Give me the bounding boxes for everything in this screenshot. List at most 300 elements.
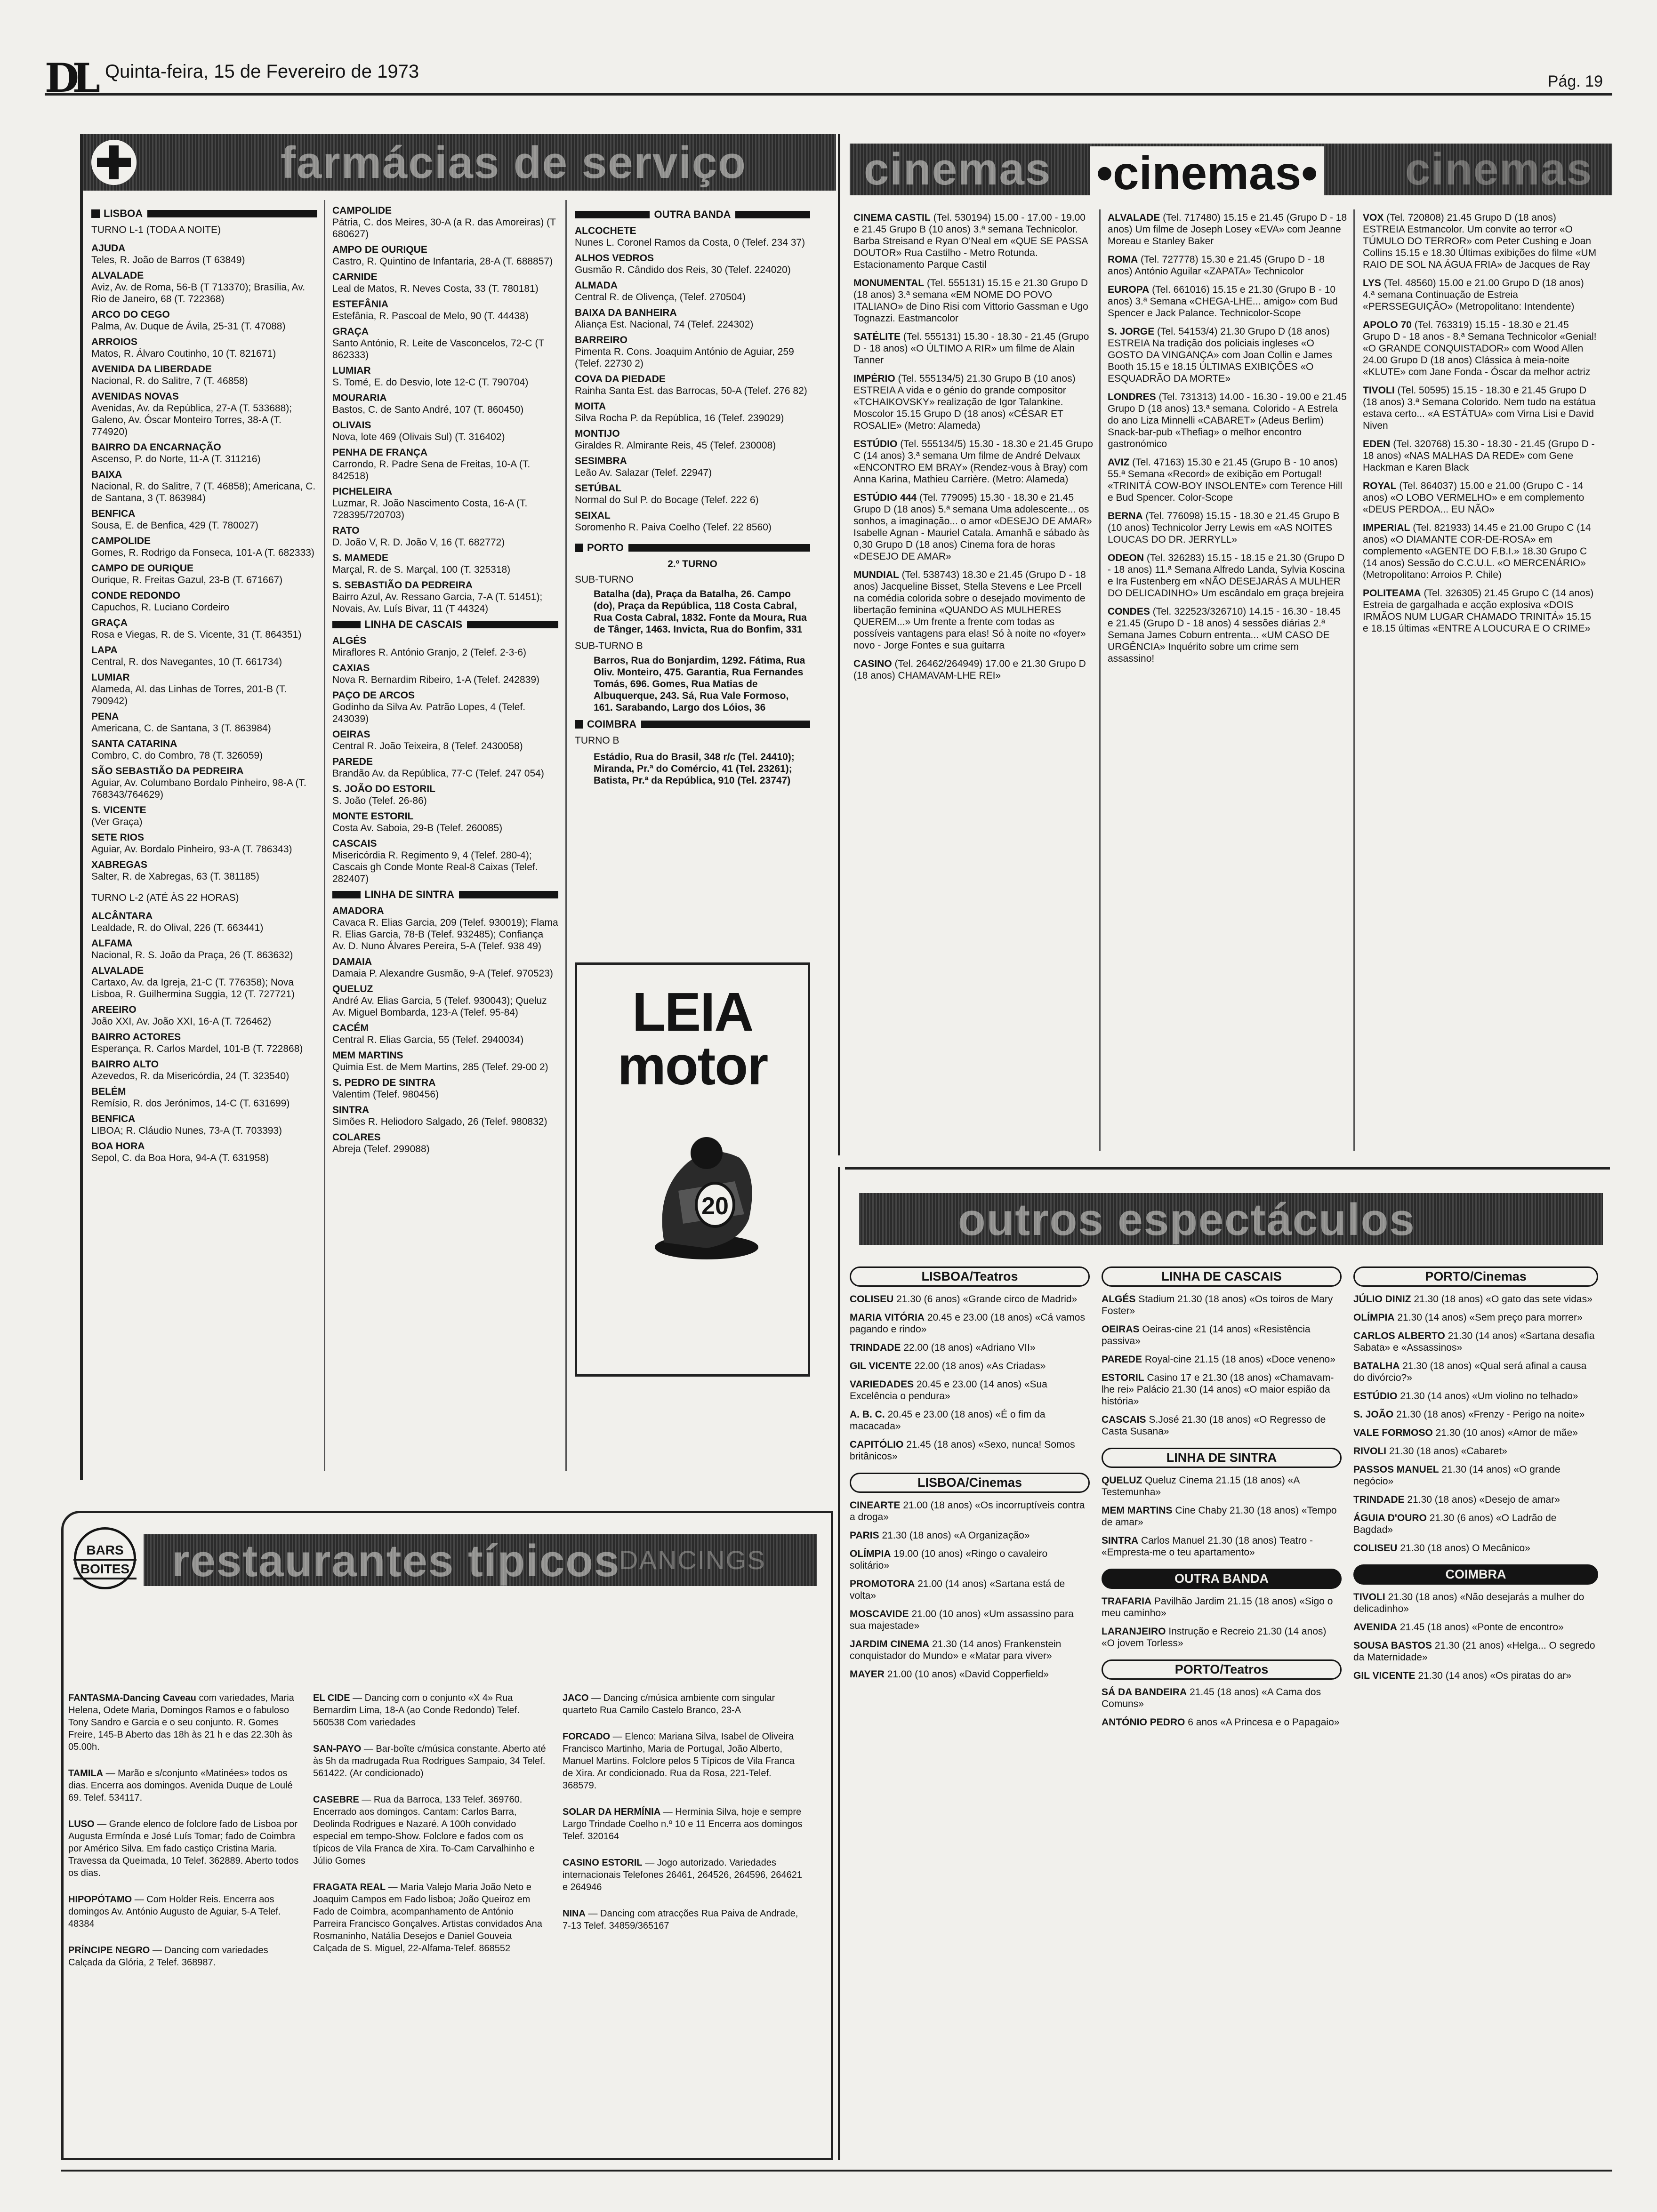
list-item-name: BAIXA DA BANHEIRA [575,307,677,318]
list-item-name: SETE RIOS [91,832,145,843]
list-item-text: (Tel. 322523/326710) 14.15 - 16.30 - 18.45 e 21.45 (Grupo D - 18 anos) 4 sessões diárias 2.ª Semana James Coburn entrenta... «UM CASO DE URGÊNCIA» Inquérito sobre um crime sem assassino! [1108,606,1341,664]
list-item-text: 21.00 (18 anos) «Os incorruptíveis contra a droga» [850,1500,1085,1523]
list-item-name: ARROIOS [91,337,138,347]
list-item [332,1022,558,1046]
list-item-name: GRAÇA [332,326,369,337]
list-item [68,1767,299,1804]
list-item-text: 21.30 (18 anos) «Não desejarás a mulher do delicadinho» [1353,1592,1585,1614]
coimbra-list [1353,1591,1598,1682]
outra-banda-bar [575,208,810,220]
list-item-name: ALMADA [575,280,618,291]
list-item-text: — Grande elenco de folclore fado de Lisboa por Augusta Ermínda e José Luís Tomar; fado de Coimbra por Américo Silva. Em fado castiço Cristina Maria. Travessa da Queimada, 10 Telef. 362889. Aberto todos os dias. [68,1819,299,1878]
list-item-name: SINTRA [1102,1535,1139,1546]
list-item-name: MEM MARTINS [332,1050,403,1061]
list-item [1353,1312,1598,1323]
list-item-name: COLARES [332,1132,381,1143]
list-item [1353,1390,1598,1402]
list-item-text: Damaia P. Alexandre Gusmão, 9-A (Telef. 970523) [332,968,553,979]
list-item-text: Oeiras-cine 21 (14 anos) «Resistência passiva» [1102,1324,1311,1346]
list-item-text: Queluz Cinema 21.15 (18 anos) «A Testemunha» [1102,1475,1300,1498]
list-item-text: Remísio, R. dos Jerónimos, 14-C (T. 631699) [91,1098,290,1109]
list-item [313,1881,548,1955]
cinemas-title: •cinemas• [1090,146,1324,195]
list-item-name: VARIEDADES [850,1379,914,1390]
list-item-name: HIPOPÓTAMO [68,1894,132,1905]
list-item [850,1548,1090,1571]
farmacias-col2a-list [332,205,558,615]
list-item [332,525,558,548]
list-item-name: CONDES [1108,606,1150,617]
list-item-text: Alameda, Al. das Linhas de Torres, 201-B (T. 790942) [91,684,287,706]
list-item-text: Cartaxo, Av. da Igreja, 21-C (T. 776358); Nova Lisboa, R. Guilhermina Suggia, 12 (T. 727721) [91,977,295,1000]
list-item-name: ROYAL [1363,481,1397,491]
bars-header-title: restaurantes típicos [172,1536,620,1586]
list-item [1353,1293,1598,1305]
farmacias-col-2 [332,205,558,1471]
list-item-text: — Bar-boîte c/música constante. Aberto até às 5h da madrugada Rua Rodrigues Sampaio, 34 Telef. 561422. (Ar condicionado) [313,1744,546,1779]
list-item [91,535,317,559]
list-item-text: (Tel. 763319) 15.15 - 18.30 e 21.45 Grupo D - 18 anos - 8.ª Semana Technicolor «Genial! «O GRANDE CONQUISTADOR» com Wood Allen 24.00 Grupo D (18 anos) Clássica à meia-noite «KLUTE» com Jane Fonda - Óscar da melhor actriz [1363,320,1597,377]
list-item-text: Marçal, R. de S. Marçal, 100 (T. 325318) [332,564,511,575]
list-item-name: GIL VICENTE [1353,1670,1416,1681]
list-item-name: CASINO [853,658,892,669]
list-item [91,562,317,586]
bar-rule [147,210,317,217]
list-item [91,1058,317,1082]
list-item-name: LUSO [68,1819,95,1829]
list-item [332,447,558,482]
list-item-name: ALHOS VEDROS [575,253,654,264]
list-item [1108,606,1348,665]
list-item [1363,277,1598,313]
list-item-name: ALCOCHETE [575,225,636,236]
bars-col-3 [563,1692,807,2153]
list-item-text: (Tel. 320768) 15.30 - 18.30 - 21.45 (Grupo D - 18 anos) «NAS MALHAS DA REDE» com Gene Hackman e Karen Black [1363,439,1595,473]
list-item-name: ÁGUIA D'OURO [1353,1513,1427,1523]
list-item [91,738,317,761]
list-item-name: A. B. C. [850,1409,885,1420]
list-item-text: (Tel. 538743) 18.30 e 21.45 (Grupo D - 18 anos) Jacqueline Bisset, Stella Stevens e Lee Prcell na comédia colorida sobre o desejado movimento de libertação feminina «QUANDO AS MULHERES QUEREM...» Um frente a frente com todas as possíveis vantagens para elas! Só à noite no «foyer» novo - Jorge Fontes e sua guitarra [853,569,1086,651]
list-item-text: Abreja (Telef. 299088) [332,1144,430,1154]
porto-label: PORTO [587,542,624,553]
list-item [575,225,810,248]
list-item-name: ALVALADE [1108,212,1160,223]
list-item-text: Sousa, E. de Benfica, 429 (T. 780027) [91,520,258,531]
list-item-text: Central R. de Olivença, (Telef. 270504) [575,292,746,303]
list-item [332,392,558,416]
list-item-name: ESTÚDIO [853,439,898,449]
cinemas-header [850,144,1612,195]
porto-bar [575,542,810,553]
lisboa-bar [91,208,317,219]
race-number: 20 [701,1193,729,1220]
list-item-name: PROMOTORA [850,1579,915,1589]
outros-col-2 [1102,1264,1342,2153]
list-item [332,244,558,267]
list-item [332,810,558,834]
list-item-text: 21.30 (14 anos) «Sartana desafia Sabata» e «Assassinos» [1353,1330,1595,1353]
list-item [1353,1445,1598,1457]
list-item-name: CARLOS ALBERTO [1353,1330,1445,1341]
list-item-text: 21.30 (14 anos) «Um violino no telhado» [1400,1391,1578,1402]
list-item-name: ALGÉS [1102,1294,1136,1305]
list-item [91,672,317,707]
list-item-name: TRAFARIA [1102,1596,1152,1607]
list-item-name: S. MAMEDE [332,553,389,563]
list-item [850,1668,1090,1680]
list-item-text: 21.30 (18 anos) «Desejo de amar» [1407,1494,1560,1505]
dancings-header-title: DANCINGS [619,1545,766,1575]
porto-subturno-b-label: SUB-TURNO B [575,641,643,651]
cinemas-col-3 [1363,212,1598,1148]
list-item-text: 21.30 (10 anos) «Amor de mãe» [1435,1427,1578,1438]
list-item [1108,254,1348,277]
list-item [1108,391,1348,450]
list-item-name: BATALHA [1353,1361,1400,1371]
lisboa-cinemas-list [850,1499,1090,1680]
list-item [91,441,317,465]
list-item [68,1692,299,1753]
list-item [1102,1475,1342,1498]
list-item [575,428,810,451]
list-item-name: BAIXA [91,469,122,480]
list-item [332,552,558,576]
list-item [91,644,317,668]
list-item [91,965,317,1000]
list-item-name: MOSCAVIDE [850,1609,909,1619]
list-item-text: com variedades, Maria Helena, Odete Maria, Domingos Ramos e o fabuloso Tony Sandro e Garcia e o seu conjunto. R. Gomes Freire, 145-B Aberto das 18h às 21 h e das 22.30h às 05.00h. [68,1693,294,1752]
list-item-text: S. João (Telef. 26-86) [332,795,427,806]
outra-banda-label: OUTRA BANDA [1102,1569,1342,1589]
list-item-name: ESTORIL [1102,1372,1144,1383]
list-item [853,569,1094,651]
bar-rule [467,621,558,628]
list-item [332,689,558,725]
farmacias-col-3 [575,205,810,882]
farmacias-col3a-list [575,225,810,533]
list-item-name: ESTEFÂNIA [332,299,389,310]
list-item [850,1360,1090,1372]
list-item-text: 20.45 e 23.00 (18 anos) «É o fim da macacada» [850,1409,1046,1432]
list-item [575,334,810,369]
list-item-name: S. PEDRO DE SINTRA [332,1077,436,1088]
list-item [1102,1323,1342,1347]
list-item-name: ESTÚDIO 444 [853,492,917,503]
list-item [1363,587,1598,634]
list-item [332,205,558,240]
list-item-text: Teles, R. João de Barros (T 63849) [91,255,245,265]
list-item-name: TRINDADE [850,1342,901,1353]
list-item-name: BAIRRO DA ENCARNAÇÃO [91,442,221,453]
bars-boites-badge [74,1527,136,1589]
list-item [575,455,810,479]
list-item [575,482,810,506]
list-item [850,1439,1090,1462]
list-item-name: CASCAIS [332,838,377,849]
list-item-name: LONDRES [1108,392,1156,402]
badge-top: BARS [86,1543,124,1557]
list-item [332,365,558,388]
list-item-text: Nacional, R. S. João da Praça, 26 (T. 863632) [91,950,293,961]
list-item-text: — Hermínia Silva, hoje e sempre Largo Trindade Coelho n.º 10 e 11 Encerra aos domingos Telef. 320164 [563,1807,803,1842]
bar-rule [735,211,810,218]
list-item-name: JÚLIO DINIZ [1353,1294,1411,1305]
list-item-text: 20.45 e 23.00 (14 anos) «Sua Excelência o pendura» [850,1379,1047,1402]
leia-motor-ad[interactable] [575,962,810,1377]
list-item-text: 21.30 (6 anos) «O Ladrão de Bagdad» [1353,1513,1557,1535]
list-item [1353,1512,1598,1536]
list-item-text: Royal-cine 21.15 (18 anos) «Doce veneno» [1144,1354,1335,1365]
list-item-text: Central R. João Teixeira, 8 (Telef. 2430058) [332,741,523,752]
list-item-name: SATÉLITE [853,331,901,342]
list-item-name: SOUSA BASTOS [1353,1640,1432,1651]
list-item [332,1104,558,1128]
list-item-name: POLITEAMA [1363,588,1421,599]
list-item [563,1731,807,1792]
list-item [853,212,1094,271]
list-item-name: S. JOÃO [1353,1409,1394,1420]
list-item [1108,457,1348,504]
list-item [332,729,558,752]
list-item-text: Palma, Av. Duque de Ávila, 25-31 (T. 47088) [91,321,286,332]
list-item-name: PICHELEIRA [332,486,393,497]
list-item-text: Leal de Matos, R. Neves Costa, 33 (T. 780181) [332,283,539,294]
list-item-text: 21.30 (14 anos) «Os piratas do ar» [1418,1670,1572,1681]
list-item [1353,1621,1598,1633]
list-item-text: 21.45 (18 anos) «A Cama dos Comuns» [1102,1687,1321,1709]
list-item-text: — Dancing com atracções Rua Paiva de Andrade, 7-13 Telef. 34859/365167 [563,1908,798,1931]
list-item-name: AVENIDA DA LIBERDADE [91,364,212,375]
list-item-name: S. JORGE [1108,326,1155,337]
list-item-text: Pimenta R. Cons. Joaquim António de Aguiar, 259 (Telef. 22730 2) [575,346,794,369]
list-item-name: SOLAR DA HERMÍNIA [563,1807,661,1817]
list-item [313,1794,548,1867]
list-item-text: Santo António, R. Leite de Vasconcelos, 72-C (T 862333) [332,338,544,361]
list-item [1108,510,1348,545]
list-item [332,635,558,658]
farmacias-header [83,134,836,191]
list-item [332,1050,558,1073]
list-item-text: — Jogo autorizado. Variedades internacionais Telefones 26461, 264526, 264596, 264621 e 264946 [563,1858,802,1892]
list-item [1102,1716,1342,1728]
list-item-name: RIVOLI [1353,1446,1387,1457]
bar-rule [332,891,361,898]
list-item-text: 19.00 (10 anos) «Ringo o cavaleiro solitário» [850,1548,1048,1571]
list-item [91,309,317,332]
list-item-name: ALGÉS [332,635,367,646]
lisboa-teatros-label: LISBOA/Teatros [850,1266,1090,1287]
list-item [91,270,317,305]
list-item [1108,284,1348,319]
list-item-text: 21.30 (18 anos) «Frenzy - Perigo na noite» [1396,1409,1585,1420]
list-item [850,1608,1090,1632]
cinemas-header-right: cinemas [1405,144,1593,194]
list-item-name: EDEN [1363,439,1391,449]
list-item-text: 21.30 (14 anos) «Sem preço para morrer» [1397,1312,1583,1323]
list-item-text: Bastos, C. de Santo André, 107 (T. 860450) [332,404,524,415]
list-item-name: OLIVAIS [332,420,371,431]
list-item-name: PRÍNCIPE NEGRO [68,1945,150,1956]
list-item [332,905,558,952]
list-item-text: — Dancing c/música ambiente com singular quarteto Rua Camilo Castelo Branco, 23-A [563,1693,775,1715]
list-item [313,1743,548,1779]
list-item [91,910,317,934]
ad-title: motor [617,1035,768,1096]
list-item-name: TIVOLI [1353,1592,1385,1603]
list-item-name: NINA [563,1908,586,1919]
porto-cinemas-list [1353,1293,1598,1554]
list-item-name: CASINO ESTORIL [563,1858,643,1868]
list-item-text: Normal do Sul P. do Bocage (Telef. 222 6) [575,495,759,505]
list-item [850,1293,1090,1305]
list-item-text: Ascenso, P. do Norte, 11-A (T. 311216) [91,454,261,465]
list-item-name: PAÇO DE ARCOS [332,690,415,701]
list-item [332,579,558,615]
list-item [332,756,558,779]
list-item-text: 21.30 (18 anos) «Cabaret» [1389,1446,1507,1457]
turno-l2-label: TURNO L-2 (ATÉ ÀS 22 HORAS) [91,892,239,903]
list-item [563,1692,807,1716]
list-item [91,832,317,855]
list-item-text: Nova R. Bernardim Ribeiro, 1-A (Telef. 242839) [332,674,540,685]
list-item [563,1907,807,1932]
coimbra-text: Estádio, Rua do Brasil, 348 r/c (Tel. 24410); Miranda, Pr.ª do Comércio, 41 (Tel. 23261); Batista, Pr.ª da República, 910 (Tel. 23747) [594,752,795,786]
list-item [91,391,317,438]
list-item-name: XABREGAS [91,859,148,870]
outros-section [838,1167,1612,2160]
list-item-name: EL CIDE [313,1693,350,1703]
cinemas-col-2 [1108,212,1348,1148]
list-item-name: APOLO 70 [1363,320,1412,330]
porto-subturno-text: Batalha (da), Praça da Batalha, 26. Campo (do), Praça da República, 118 Costa Cabral, Rua Costa Cabral, 1832. Fonte da Moura, Rua de Tânger, 1463. Invicta, Rua do Bonfim, 331 [594,589,807,635]
list-item-text: Nacional, R. do Salitre, 7 (T. 46858) [91,376,248,386]
list-item-name: IMPÉRIO [853,373,895,384]
list-item-name: BERNA [1108,511,1143,521]
list-item-text: Rosa e Viegas, R. de S. Vicente, 31 (T. 864351) [91,629,302,640]
list-item-text: Aguiar, Av. Bordalo Pinheiro, 93-A (T. 786343) [91,844,292,855]
list-item-name: BENFICA [91,508,136,519]
page-number: Pág. 19 [1547,72,1603,90]
list-item-name: MAYER [850,1669,885,1680]
list-item-text: Rainha Santa Est. das Barrocas, 50-A (Telef. 276 82) [575,385,807,396]
list-item [91,1031,317,1055]
list-item-name: CAMPOLIDE [332,205,392,216]
list-item-text: S. Tomé, E. do Desvio, lote 12-C (T. 790704) [332,377,529,388]
list-item-text: 22.00 (18 anos) «Adriano VII» [903,1342,1036,1353]
list-item [1363,522,1598,581]
porto-subturno-b-text: Barros, Rua do Bonjardim, 1292. Fátima, Rua Oliv. Monteiro, 475. Garantia, Rua Fernandes Tomás, 696. Gomes, Rua Matias de Albuquerque, 243. Sá, Rua Vale Formoso, 161. Sarabando, Largo dos Lóios, 36 [594,655,805,713]
list-item [332,783,558,807]
list-item-name: AVENIDAS NOVAS [91,391,179,402]
list-item-name: OLÍMPIA [850,1548,891,1559]
list-item [91,469,317,504]
col-divider [324,200,325,1471]
list-item [1353,1360,1598,1384]
list-item [332,1077,558,1100]
list-item-text: (Tel. 779095) 15.30 - 18.30 e 21.45 Grupo D (18 anos) 5.ª semana Uma adolescente... os sonhos, a imaginação... o amor «DESEJO DE AMAR» Isabelle Agnan - Mauriel Catala. Amanhã e sábado às 0,30 Grupo D (18 anos) Cinema fora de horas «DESEJO DE AMAR» [853,492,1092,562]
list-item-text: Valentim (Telef. 980456) [332,1089,439,1100]
coimbra-label: COIMBRA [587,718,637,730]
page-bottom-rule [61,2170,1612,2172]
list-item-name: JACO [563,1693,589,1703]
list-item-text: 21.30 (21 anos) «Helga... O segredo da Maternidade» [1353,1640,1595,1663]
list-item-name: PAREDE [332,756,373,767]
list-item-name: OEIRAS [332,729,370,740]
list-item-name: MARIA VITÓRIA [850,1312,925,1323]
list-item-name: MONTE ESTORIL [332,811,414,822]
coimbra-turno: TURNO B [575,735,619,746]
list-item [853,658,1094,681]
coimbra-bar [575,718,810,730]
list-item-text: Cine Chaby 21.30 (18 anos) «Tempo de amar» [1102,1505,1337,1528]
list-item-text: Miraflores R. António Granjo, 2 (Telef. 2-3-6) [332,647,527,658]
list-item [68,1818,299,1879]
list-item-name: OEIRAS [1102,1324,1140,1335]
list-item-name: OLÍMPIA [1353,1312,1395,1323]
list-item-text: Soromenho R. Paiva Coelho (Telef. 22 8560) [575,522,772,533]
list-item-name: PENA [91,711,119,722]
list-item-name: PENHA DE FRANÇA [332,447,428,458]
list-item-text: (Ver Graça) [91,817,143,827]
list-item-text: Carlos Manuel 21.30 (18 anos) Teatro - «Empresta-me o teu apartamento» [1102,1535,1313,1558]
list-item-name: AVIZ [1108,457,1130,468]
list-item-text: Simões R. Heliodoro Salgado, 26 (Telef. 980832) [332,1116,547,1127]
list-item-text: (Tel. 717480) 15.15 e 21.45 (Grupo D - 18 anos) Um filme de Joseph Losey «EVA» com Jeanne Moreau e Stanley Baker [1108,212,1347,247]
list-item [1353,1427,1598,1439]
list-item-name: ALVALADE [91,270,144,281]
list-item-name: FORCADO [563,1731,611,1742]
list-item-name: PAREDE [1102,1354,1142,1365]
list-item-text: Giraldes R. Almirante Reis, 45 (Telef. 230008) [575,440,776,451]
list-item-text: Castro, R. Quintino de Infantaria, 28-A (T. 688857) [332,256,553,267]
list-item-name: LAPA [91,645,118,656]
list-item [332,1131,558,1155]
outros-col-1 [850,1264,1090,2153]
porto-teatros-list [1102,1686,1342,1728]
list-item [1102,1372,1342,1407]
list-item-name: ALCÂNTARA [91,911,153,922]
list-item-text: Casino 17 e 21.30 (18 anos) «Chamavam-lhe rei» Palácio 21.30 (14 anos) «O maior espião da história» [1102,1372,1334,1407]
outros-header-title: outros espectáculos [958,1194,1416,1245]
list-item-name: SINTRA [332,1105,370,1115]
list-item-text: (Tel. 727778) 15.30 e 21.45 (Grupo D - 18 anos) António Aguilar «ZAPATA» Technicolor [1108,254,1325,277]
badge-bottom: BOITES [73,1559,137,1579]
list-item-text: Godinho da Silva Av. Patrão Lopes, 4 (Telef. 243039) [332,702,526,724]
list-item-text: 21.30 (18 anos) «Qual será afinal a causa do divórcio?» [1353,1361,1587,1383]
col-divider [1353,209,1355,1151]
list-item-name: LUMIAR [332,365,371,376]
list-item [850,1578,1090,1602]
porto-teatros-label: PORTO/Teatros [1102,1659,1342,1680]
list-item-text: Pátria, C. dos Meires, 30-A (a R. das Amoreiras) (T 680627) [332,217,556,240]
issue-date: Quinta-feira, 15 de Fevereiro de 1973 [105,61,419,82]
list-item [332,419,558,443]
list-item [1102,1595,1342,1619]
list-item [332,838,558,885]
list-item [575,307,810,330]
bullet-square-icon [575,544,583,552]
list-item [575,373,810,397]
list-item-name: ROMA [1108,254,1138,265]
farmacias-col-1 [91,205,317,1471]
list-item [1363,212,1598,271]
list-item-name: COVA DA PIEDADE [575,374,666,385]
list-item [1353,1591,1598,1615]
list-item-name: BAIRRO ALTO [91,1059,159,1070]
list-item-text: Leão Av. Salazar (Telef. 22947) [575,467,712,478]
list-item-name: BAIRRO ACTORES [91,1032,181,1042]
list-item-text: LIBOA; R. Cláudio Nunes, 73-A (T. 703393) [91,1125,282,1136]
